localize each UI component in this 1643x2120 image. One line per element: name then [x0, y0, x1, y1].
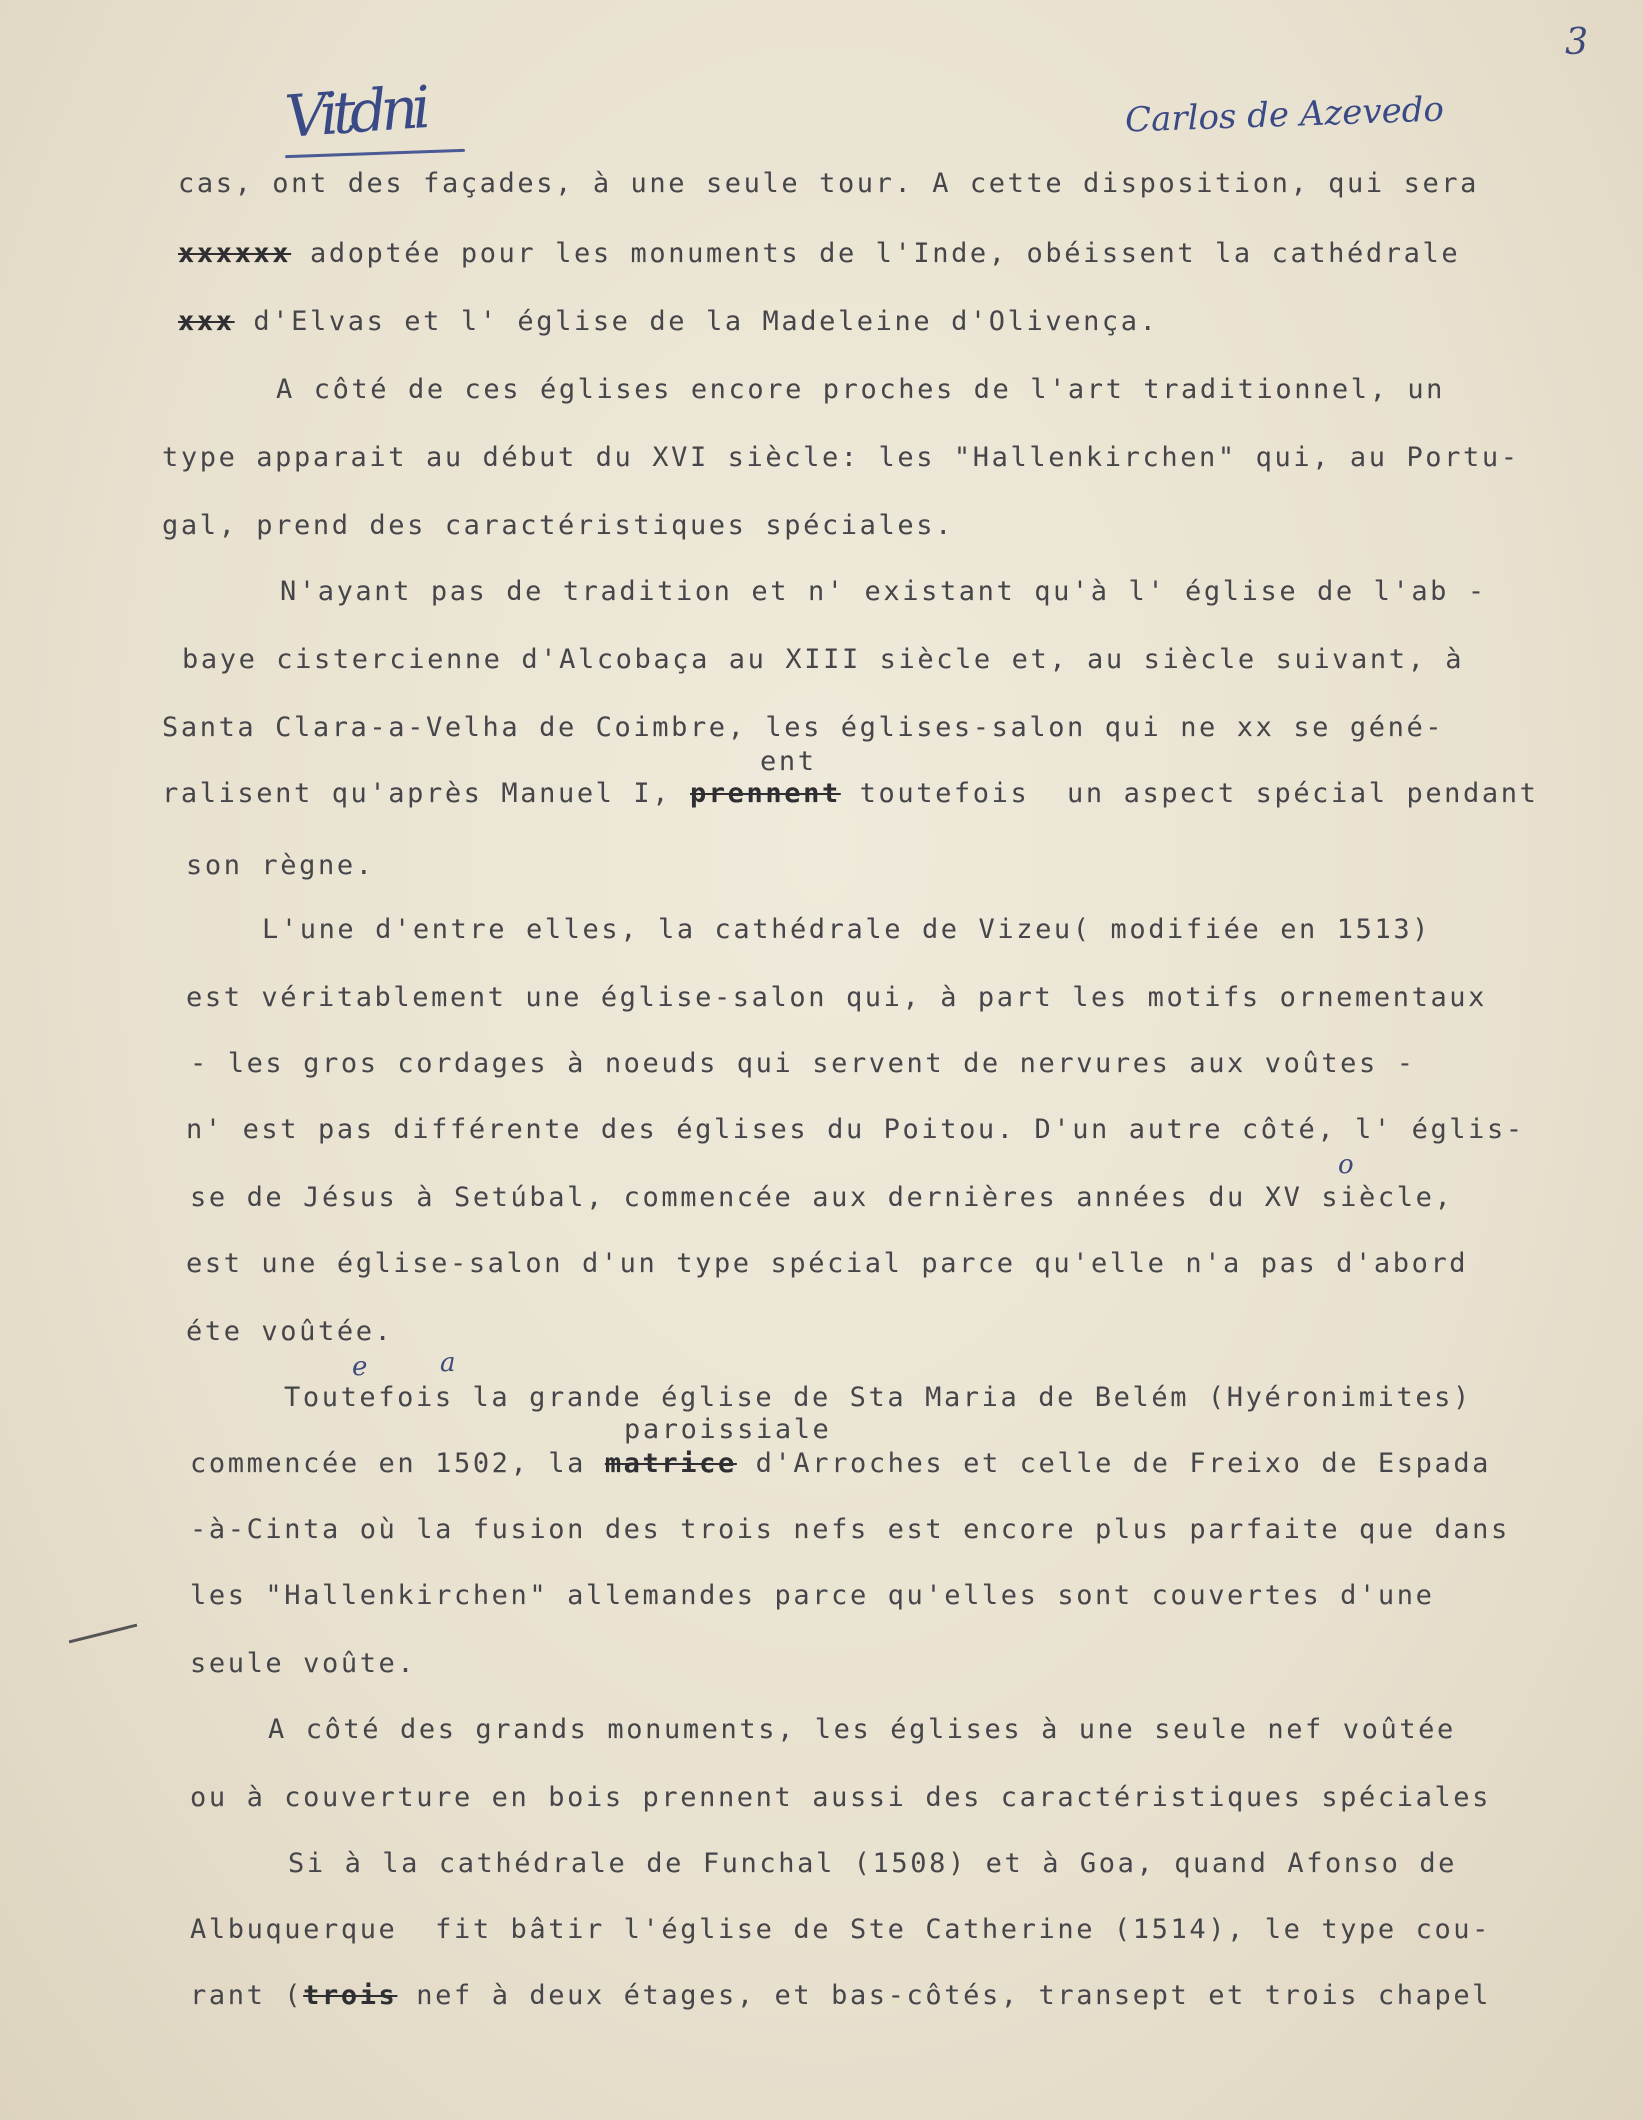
text-line — [190, 1450, 1491, 1477]
text-line — [182, 646, 1464, 673]
line-text: A côté des grands monuments, les églises à une seule nef voûtée — [268, 1714, 1456, 1745]
line-text: A côté de ces églises encore proches de l'art traditionnel, un — [276, 374, 1446, 405]
text-line — [186, 1116, 1525, 1143]
text-line — [190, 1184, 1453, 1211]
line-text: ou à couverture en bois prennent aussi des caractéristiques spéciales — [190, 1782, 1492, 1813]
text-line — [162, 780, 1538, 807]
text-line — [190, 1784, 1491, 1811]
handwritten-correction: a — [440, 1348, 456, 1378]
line-text: est une église-salon d'un type spécial parce qu'elle n'a pas d'abord — [186, 1248, 1469, 1279]
text-line — [186, 852, 375, 879]
line-text: adoptée pour les monuments de l'Inde, obéissent la cathédrale — [291, 238, 1461, 269]
text-line — [186, 984, 1487, 1011]
text-line — [288, 1850, 1457, 1877]
line-text: éte voûtée. — [186, 1316, 394, 1347]
line-text: son règne. — [186, 850, 375, 881]
text-line — [190, 1516, 1510, 1543]
handwritten-superscript: o — [1338, 1150, 1354, 1180]
line-text: Si à la cathédrale de Funchal (1508) et à Goa, quand Afonso de — [288, 1848, 1458, 1879]
line-text: ralisent qu'après Manuel I, — [162, 778, 690, 809]
line-text: N'ayant pas de tradition et n' existant qu'à l' église de l'ab - — [280, 576, 1487, 607]
line-text: rant ( — [190, 1980, 304, 2011]
text-line — [190, 1582, 1434, 1609]
signature-right: Carlos de Azevedo — [1124, 89, 1445, 141]
text-line — [162, 444, 1520, 471]
line-text: toutefois un aspect spécial pendant — [840, 778, 1539, 809]
text-line — [178, 240, 1460, 267]
text-line — [276, 376, 1445, 403]
line-text: Santa Clara-a-Velha de Coimbre, les églises-salon qui ne xx se géné- — [162, 712, 1445, 743]
text-line — [186, 1250, 1468, 1277]
text-line — [190, 1650, 416, 1677]
line-text: Albuquerque fit bâtir l'église de Ste Catherine (1514), le type cou- — [190, 1914, 1492, 1945]
struck-word: xxx — [178, 306, 235, 337]
text-line — [190, 1050, 1416, 1077]
line-text: n' est pas différente des églises du Poitou. D'un autre côté, l' églis- — [186, 1114, 1525, 1145]
line-text: nef à deux étages, et bas-côtés, transept et trois chapel — [397, 1980, 1492, 2011]
struck-word: trois — [303, 1980, 398, 2011]
text-line — [186, 1318, 393, 1345]
text-line — [190, 1916, 1491, 1943]
line-text: L'une d'entre elles, la cathédrale de Vizeu( modifiée en 1513) — [262, 914, 1432, 945]
line-text: seule voûte. — [190, 1648, 417, 1679]
line-text: baye cistercienne d'Alcobaça au XIII siècle et, au siècle suivant, à — [182, 644, 1465, 675]
line-text: cas, ont des façades, à une seule tour. A cette disposition, qui sera — [178, 168, 1480, 199]
line-text: les "Hallenkirchen" allemandes parce qu'elles sont couvertes d'une — [190, 1580, 1435, 1611]
text-line — [162, 714, 1444, 741]
line-text: type apparait au début du XVI siècle: les "Hallenkirchen" qui, au Portu- — [162, 442, 1520, 473]
text-line — [262, 916, 1431, 943]
text-line — [178, 170, 1479, 197]
signature-left: Vitdni — [282, 73, 427, 151]
struck-word: prennent — [689, 778, 841, 809]
line-text: - les gros cordages à noeuds qui servent de nervures aux voûtes - — [190, 1048, 1416, 1079]
handwritten-correction: e — [352, 1352, 368, 1382]
text-line — [280, 578, 1487, 605]
text-line — [268, 1716, 1456, 1743]
insert-ent: ent — [760, 746, 817, 777]
line-text: d'Elvas et l' église de la Madeleine d'Olivença. — [234, 306, 1159, 337]
struck-word: xxxxxx — [178, 238, 292, 269]
text-line — [162, 512, 954, 539]
insert-paroissiale: paroissiale — [624, 1414, 832, 1445]
page-number: 3 — [1565, 22, 1588, 63]
struck-word: matrice — [604, 1448, 737, 1479]
line-text: commencée en 1502, la — [190, 1448, 605, 1479]
text-line — [178, 308, 1159, 335]
line-text: Toutefois la grande église de Sta Maria de Belém (Hyéronimites) — [284, 1382, 1472, 1413]
line-text: -à-Cinta où la fusion des trois nefs est encore plus parfaite que dans — [190, 1514, 1510, 1545]
text-line — [190, 1982, 1491, 2009]
line-text: gal, prend des caractéristiques spéciales. — [162, 510, 954, 541]
line-text: se de Jésus à Setúbal, commencée aux dernières années du XV siècle, — [190, 1182, 1454, 1213]
text-line — [284, 1384, 1472, 1411]
line-text: est véritablement une église-salon qui, à part les motifs ornementaux — [186, 982, 1488, 1013]
line-text: d'Arroches et celle de Freixo de Espada — [736, 1448, 1492, 1479]
